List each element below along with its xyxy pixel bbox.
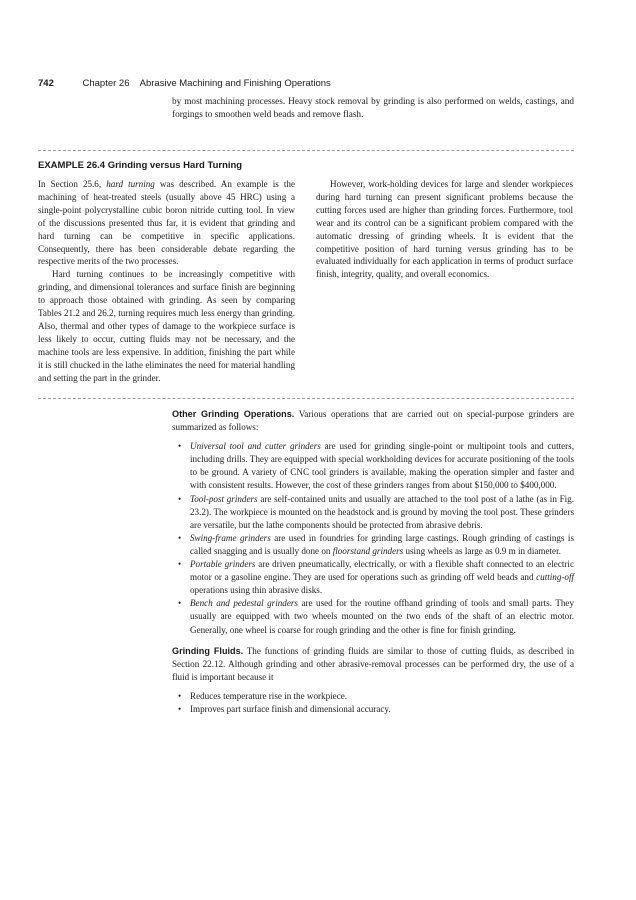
other-grinding-paragraph: Other Grinding Operations. Various operations that are carried out on special-purpose grinders are summarized as follows:: [172, 409, 574, 433]
list-item: • Tool-post grinders are self-contained units and usually are attached to the tool post of a lathe (as in Fig. 23.2). The workpiece is mounted on the headstock and is ground by moving the tool post. These grinders are versatile, but the lathe components should be protected from abrasive debris.: [178, 493, 575, 530]
grinding-fluids-paragraph: Grinding Fluids. The functions of grinding fluids are similar to those of cutting fluids, as described in Section 22.12. Although grinding and other abrasive-removal processes can be performed dry, the use of a fluid is important because it: [172, 645, 575, 682]
example-bottom-rule: [38, 398, 574, 399]
other-grinding-list: [172, 440, 574, 636]
example-title: EXAMPLE 26.4 Grinding versus Hard Turning: [38, 160, 243, 171]
other-grinding-heading: Other Grinding Operations.: [172, 409, 295, 419]
chapter-title: Abrasive Machining and Finishing Operations: [139, 78, 331, 89]
hard-turning-term: hard turning: [106, 179, 155, 189]
example-right-column: [316, 178, 573, 281]
list-item: • Portable grinders are driven pneumatically, electrically, or with a flexible shaft connected to an electric motor or a gasoline engine. They are used for operations such as grinding off weld beads and cutting-off operations using thin abrasive disks.: [178, 559, 574, 596]
example-left-column: [38, 178, 295, 385]
page-header: [38, 78, 331, 89]
list-item: • Swing-frame grinders are used in foundries for grinding large castings. Rough grinding of castings is called snagging and is usually done on floorstand grinders using wheels as large as 0.9 m in diameter.: [178, 532, 574, 556]
grinding-fluids-heading: Grinding Fluids.: [172, 645, 244, 656]
list-item: • Bench and pedestal grinders are used for the routine offhand grinding of tools and small parts. They usually are equipped with two wheels mounted on the two ends of the shaft of an electric motor. Generally, one wheel is coarse for rough grinding and the other is fine for finish grinding.: [178, 598, 574, 635]
list-item: • Reduces temperature rise in the workpiece.: [178, 690, 348, 701]
example-paragraph-2: Hard turning continues to be increasingly competitive with grinding, and dimensional tolerances and surface finish are beginning to approach those obtained with grinding. As seen by comparing Tables 21.2 and 26.2, turning requires much less energy than grinding. Also, thermal and other types of damage to the workpiece surface is less likely to occur, cutting fluids may not be necessary, and the machine tools are less expensive. In addition, finishing the part while it is still chucked in the lathe eliminates the need for material handling and setting the part in the grinder.: [38, 269, 295, 383]
main-text: [172, 408, 574, 716]
example-paragraph-3: However, work-holding devices for large and slender workpieces during hard turning can present significant problems because the cutting forces used are higher than grinding forces. Furthermore, tool wear and its control can be a significant problem compared with the automatic dressing of grinding wheels. It is evident that the competitive position of hard turning versus grinding has to be evaluated individually for each application in terms of product surface finish, integrity, quality, and overall economics.: [316, 179, 573, 280]
chapter-label: Chapter 26: [82, 78, 130, 89]
grinding-fluids-list: [172, 690, 574, 716]
list-item: • Universal tool and cutter grinders are used for grinding single-point or multipoint tools and cutters, including drills. They are equipped with special workholding devices for accurate positioning of the tools to be ground. A variety of CNC tool grinders is available, making the operation simpler and faster and with consistent results. However, the cost of these grinders ranges from about $150,000 to $400,000.: [178, 441, 574, 491]
page-number: 742: [38, 78, 54, 89]
example-top-rule: [38, 150, 574, 151]
list-item: • Improves part surface finish and dimensional accuracy.: [178, 703, 391, 714]
example-paragraph-1: In Section 25.6, hard turning was described. An example is the machining of heat-treated steels (usually above 45 HRC) using a single-point polycrystalline cubic boron nitride cutting tool. In view of the discussions presented thus far, it is evident that grinding and hard turning can be competitive in specific applications. Consequently, there has been considerable debate regarding the respective merits of the two processes.: [38, 179, 295, 267]
intro-paragraph: by most machining processes. Heavy stock removal by grinding is also performed on welds, castings, and forgings to smoothen weld beads and remove flash.: [172, 97, 574, 120]
